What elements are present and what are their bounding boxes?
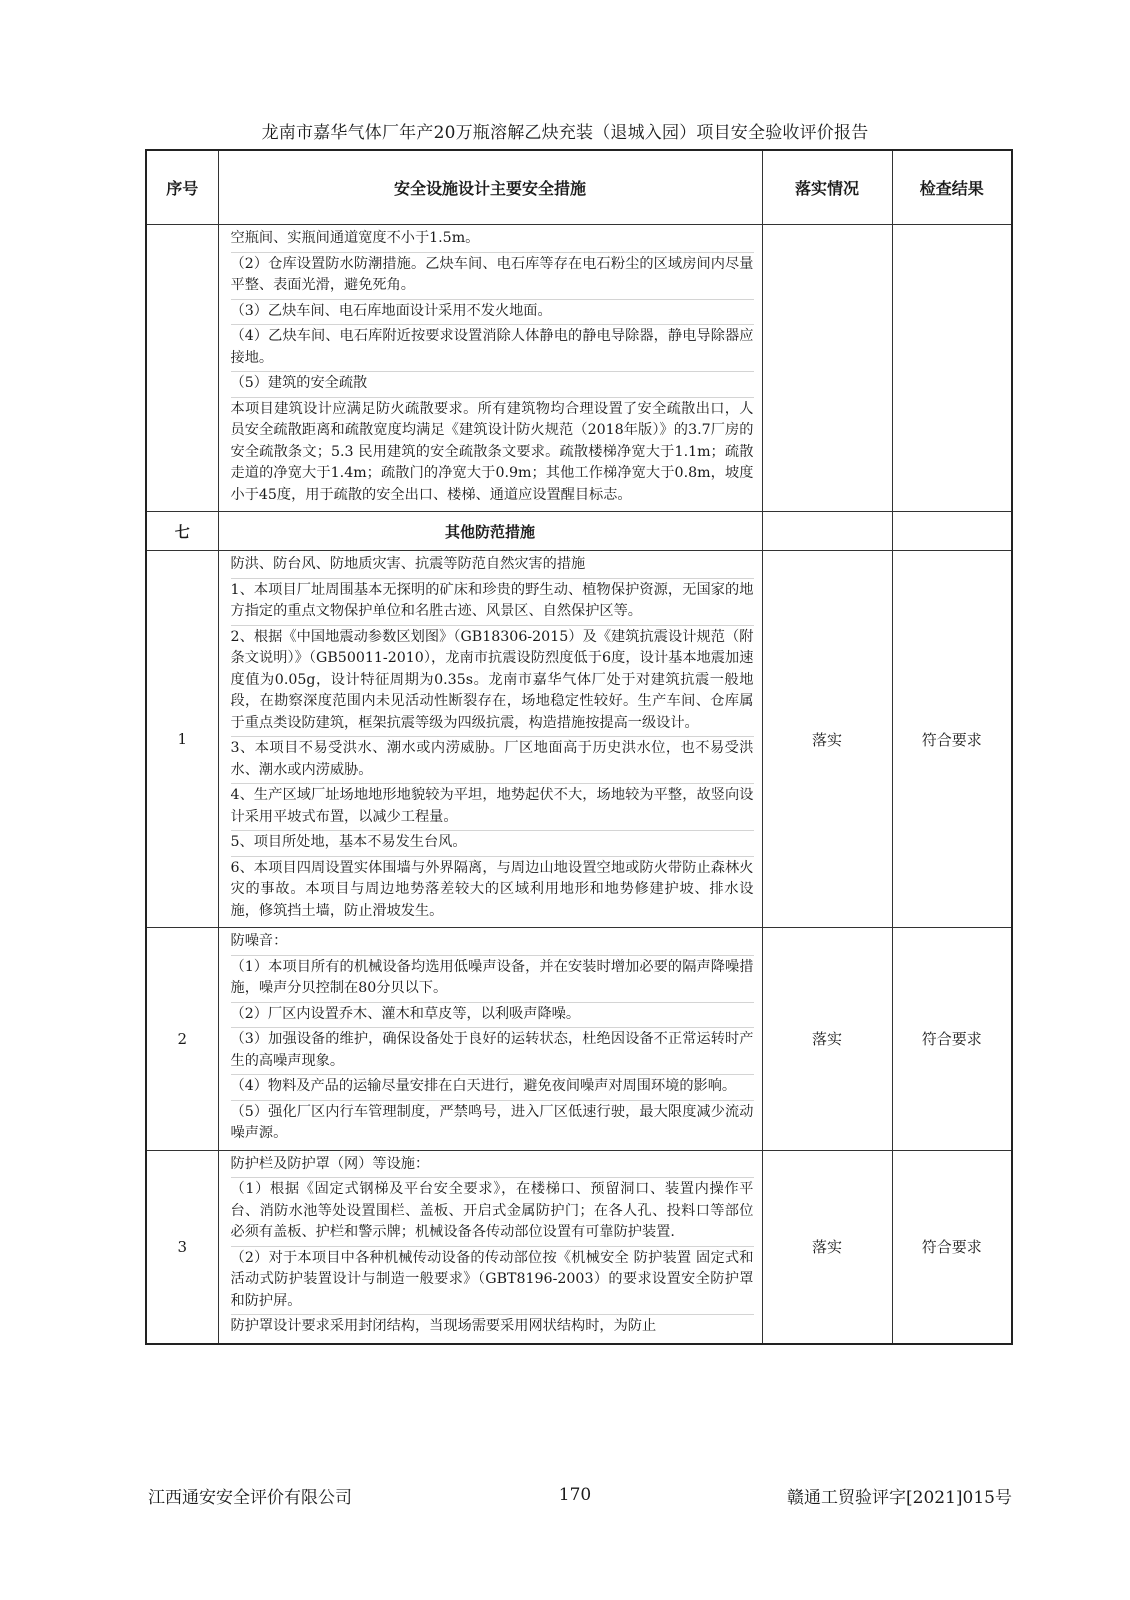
row-paragraph: （5）建筑的安全疏散 bbox=[231, 372, 754, 398]
row-result: 符合要求 bbox=[892, 1150, 1012, 1344]
row-content bbox=[218, 928, 762, 1151]
row-index bbox=[146, 225, 218, 512]
row-paragraph: 3、本项目不易受洪水、潮水或内涝威胁。厂区地面高于历史洪水位，也不易受洪水、潮水或内涝威胁。 bbox=[231, 737, 754, 784]
row-paragraph: 1、本项目厂址周围基本无探明的矿床和珍贵的野生动、植物保护资源，无国家的地方指定的重点文物保护单位和名胜古迹、风景区、自然保护区等。 bbox=[231, 579, 754, 626]
row-result: 符合要求 bbox=[892, 928, 1012, 1151]
row-paragraph: （2）对于本项目中各种机械传动设备的传动部位按《机械安全 防护装置 固定式和活动式防护装置设计与制造一般要求》（GBT8196-2003）的要求设置安全防护罩和防护屏。 bbox=[231, 1247, 754, 1316]
row-content bbox=[218, 225, 762, 512]
table-row-continued bbox=[146, 225, 1012, 512]
section-empty-status bbox=[762, 512, 892, 551]
row-status: 落实 bbox=[762, 1150, 892, 1344]
row-paragraph: 防噪音： bbox=[231, 930, 754, 956]
section-title: 其他防范措施 bbox=[218, 512, 762, 551]
table-row bbox=[146, 1150, 1012, 1344]
row-paragraph: （2）厂区内设置乔木、灌木和草皮等，以利吸声降噪。 bbox=[231, 1003, 754, 1029]
page-header-title: 龙南市嘉华气体厂年产20万瓶溶解乙炔充装（退城入园）项目安全验收评价报告 bbox=[261, 123, 869, 143]
section-empty-result bbox=[892, 512, 1012, 551]
row-paragraph: （4）乙炔车间、电石库附近按要求设置消除人体静电的静电导除器，静电导除器应接地。 bbox=[231, 325, 754, 372]
row-paragraph: （1）根据《固定式钢梯及平台安全要求》，在楼梯口、预留洞口、装置内操作平台、消防水池等处设置围栏、盖板、开启式金属防护门；在各人孔、投料口等部位必须有盖板、护栏和警示牌；机械设备各传动部位设置有可靠防护装置. bbox=[231, 1178, 754, 1247]
col-header-implementation: 落实情况 bbox=[762, 150, 892, 225]
report-code: 赣通工贸验评字[2021]015号 bbox=[787, 1488, 1012, 1508]
footer-company: 江西通安安全评价有限公司 bbox=[148, 1488, 352, 1508]
row-status: 落实 bbox=[762, 551, 892, 928]
row-paragraph: 防护罩设计要求采用封闭结构，当现场需要采用网状结构时，为防止 bbox=[230, 1318, 657, 1334]
row-paragraph: 本项目建筑设计应满足防火疏散要求。所有建筑物均合理设置了安全疏散出口，人员安全疏散距离和疏散宽度均满足《建筑设计防火规范（2018年版）》的3.7厂房的安全疏散条文；5.3 民用建筑的安全疏散条文要求。疏散楼梯净宽大于1.1m；疏散走道的净宽大于1.4m；疏散门的净宽大于0.9m；其他工作梯净宽大于0.8m，坡度小于45度，用于疏散的安全出口、楼梯、通道应设置醒目标志。 bbox=[230, 400, 754, 503]
table-header-row bbox=[146, 150, 1012, 225]
row-paragraph: 4、生产区域厂址场地地形地貌较为平坦，地势起伏不大，场地较为平整，故竖向设计采用平坡式布置，以减少工程量。 bbox=[231, 784, 754, 831]
row-paragraph: 2、根据《中国地震动参数区划图》（GB18306-2015）及《建筑抗震设计规范（附条文说明）》（GB50011-2010），龙南市抗震设防烈度低于6度，设计基本地震加速度值为0.05g，设计特征周期为0.35s。龙南市嘉华气体厂处于对建筑抗震一般地段，在勘察深度范围内未见活动性断裂存在，场地稳定性较好。生产车间、仓库属于重点类设防建筑，框架抗震等级为四级抗震，构造措施按提高一级设计。 bbox=[231, 626, 754, 738]
row-paragraph: 5、项目所处地，基本不易发生台风。 bbox=[231, 831, 754, 857]
row-index: 2 bbox=[146, 928, 218, 1151]
row-status: 落实 bbox=[762, 928, 892, 1151]
row-paragraph: （4）物料及产品的运输尽量安排在白天进行，避免夜间噪声对周围环境的影响。 bbox=[231, 1075, 754, 1101]
row-paragraph: 6、本项目四周设置实体围墙与外界隔离，与周边山地设置空地或防火带防止森林火灾的事故。本项目与周边地势落差较大的区域利用地形和地势修建护坡、排水设施，修筑挡土墙，防止滑坡发生。 bbox=[230, 859, 754, 919]
page-number: 170 bbox=[558, 1485, 592, 1505]
row-content bbox=[218, 1150, 762, 1344]
row-paragraph: 空瓶间、实瓶间通道宽度不小于1.5m。 bbox=[231, 227, 754, 253]
row-index: 1 bbox=[146, 551, 218, 928]
section-index: 七 bbox=[146, 512, 218, 551]
row-paragraph: （1）本项目所有的机械设备均选用低噪声设备，并在安装时增加必要的隔声降噪措施，噪声分贝控制在80分贝以下。 bbox=[231, 956, 754, 1003]
col-header-measures: 安全设施设计主要安全措施 bbox=[218, 150, 762, 225]
row-result: 符合要求 bbox=[892, 551, 1012, 928]
col-header-result: 检查结果 bbox=[892, 150, 1012, 225]
table-row bbox=[146, 928, 1012, 1151]
row-paragraph: 防洪、防台风、防地质灾害、抗震等防范自然灾害的措施 bbox=[231, 553, 754, 579]
safety-measures-table bbox=[145, 149, 1013, 1345]
row-content bbox=[218, 551, 762, 928]
row-result bbox=[892, 225, 1012, 512]
row-paragraph: （3）乙炔车间、电石库地面设计采用不发火地面。 bbox=[231, 300, 754, 326]
row-index: 3 bbox=[146, 1150, 218, 1344]
row-paragraph: （3）加强设备的维护，确保设备处于良好的运转状态，杜绝因设备不正常运转时产生的高噪声现象。 bbox=[231, 1028, 754, 1075]
col-header-index: 序号 bbox=[146, 150, 218, 225]
table-row bbox=[146, 551, 1012, 928]
row-paragraph: 防护栏及防护罩（网）等设施： bbox=[231, 1153, 754, 1179]
row-status bbox=[762, 225, 892, 512]
section-row bbox=[146, 512, 1012, 551]
row-paragraph: （5）强化厂区内行车管理制度，严禁鸣号，进入厂区低速行驶，最大限度减少流动噪声源。 bbox=[230, 1103, 754, 1141]
row-paragraph: （2）仓库设置防水防潮措施。乙炔车间、电石库等存在电石粉尘的区域房间内尽量平整、表面光滑，避免死角。 bbox=[231, 253, 754, 300]
